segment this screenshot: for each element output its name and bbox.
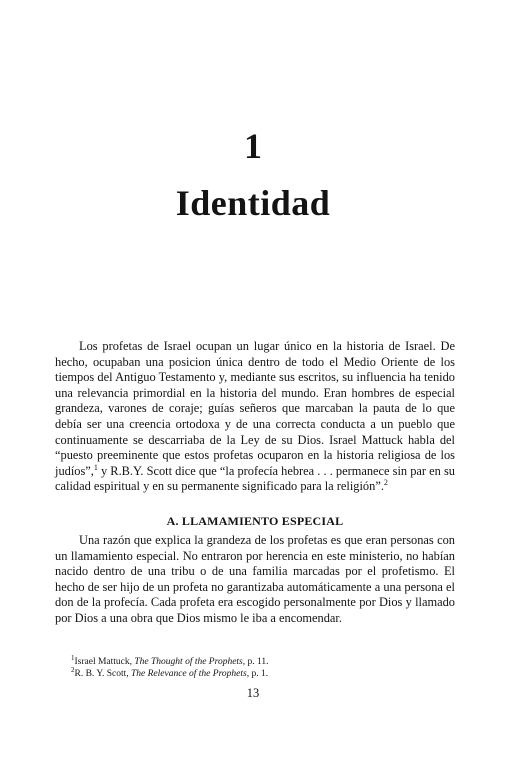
intro-text-part2: y R.B.Y. Scott dice que “la profecía hebrea . . . permanece sin par en su calidad espiritual y en su permanente significado para la religión”. — [55, 463, 455, 494]
chapter-number: 1 — [244, 126, 262, 166]
footnote-2 — [55, 665, 455, 680]
footnote-mark: 1 — [71, 653, 75, 662]
section-paragraph: Una razón que explica la grandeza de los profetas es que eran personas con un llamamiento especial. No entraron por herencia en este ministerio, no habían nacido dentro de una tribu o de una familia marcadas por el profetismo. El hecho de ser hijo de un profeta no garantizaba automáticamente a una persona el don de la profecía. Cada profeta era escogido personalmente por Dios y llamado por Dios a una obra que Dios mismo le iba a encomendar. — [55, 533, 455, 625]
footnote-1 — [55, 653, 455, 668]
section-heading: A. LLAMAMIENTO ESPECIAL — [166, 514, 344, 528]
footnote-work-title: The Relevance of the Prophets — [131, 669, 247, 679]
footnote-page: , p. 11. — [242, 657, 269, 667]
chapter-title: Identidad — [175, 183, 331, 223]
footnote-ref-2: 2 — [383, 478, 388, 488]
intro-paragraph — [55, 339, 455, 495]
footnote-page: , p. 1. — [246, 669, 269, 679]
footnote-author: R. B. Y. Scott, — [74, 669, 131, 679]
footnote-work-title: The Thought of the Prophets — [134, 657, 243, 667]
page-number: 13 — [246, 686, 260, 700]
footnote-mark: 2 — [71, 665, 75, 674]
intro-text-part1: Los profetas de Israel ocupan un lugar único en la historia de Israel. De hecho, ocupaban una posicion única dentro de todo el Medio Oriente de los tiempos del Antiguo Testamento y, mediante sus escritos, su influencia ha tenido una relevancia primordial en la historia del mundo. Eran hombres de especial grandeza, varones de coraje; guías señeros que marcaban la pauta de lo que debía ser una creencia ortodoxa y de una correcta conducta a un pueblo que continuamente se descarriaba de la Ley de su Dios. Israel Mattuck habla del “puesto preeminente que estos profetas ocuparon en la historia religiosa de los judíos”, — [55, 339, 455, 478]
footnotes — [55, 653, 455, 680]
footnote-ref-1: 1 — [93, 462, 98, 472]
footnote-author: Israel Mattuck, — [74, 657, 135, 667]
